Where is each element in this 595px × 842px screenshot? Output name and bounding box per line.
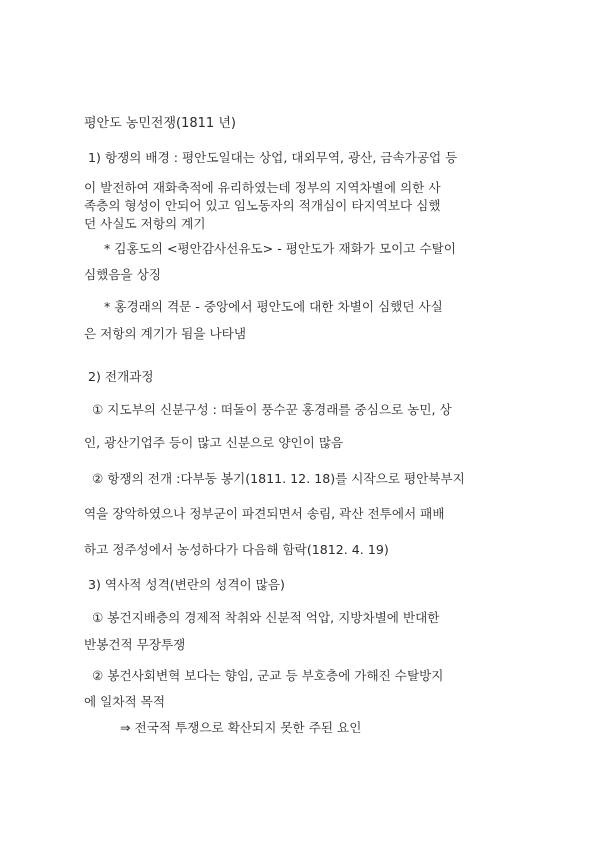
section-1-body-line: 던 사실도 저항의 계기: [84, 216, 206, 231]
section-2-item-2-line: ② 항쟁의 전개 :다부동 봉기(1811. 12. 18)를 시작으로 평안북부지: [92, 471, 465, 486]
section-3-item-2-line: ② 봉건사회변혁 보다는 향임, 군교 등 부호층에 가해진 수탈방지: [92, 668, 444, 683]
section-1-body-line: 족층의 형성이 안되어 있고 임노동자의 적개심이 타지역보다 심했: [84, 198, 441, 213]
section-2-heading: 2) 전개과정: [88, 369, 154, 384]
section-3-item-1-line: 반봉건적 무장투쟁: [84, 637, 186, 652]
note-2-line: * 홍경래의 격문 - 중앙에서 평안도에 대한 차별이 심했던 사실: [104, 299, 443, 314]
section-2-item-2-line: 역을 장악하였으나 정부군이 파견되면서 송림, 곽산 전투에서 패배: [84, 506, 445, 521]
section-3-conclusion: ⇒ 전국적 투쟁으로 확산되지 못한 주된 요인: [120, 720, 362, 735]
note-1-line: 심했음을 상징: [84, 267, 161, 282]
section-2-item-1-line: 인, 광산기업주 등이 많고 신분으로 양인이 많음: [84, 435, 344, 450]
note-1-line: * 김홍도의 <평안감사선유도> - 평안도가 재화가 모이고 수탈이: [104, 241, 456, 256]
section-3-heading: 3) 역사적 성격(변란의 성격이 많음): [88, 577, 285, 592]
section-1-body-line: 이 발전하여 재화축적에 유리하였는데 정부의 지역차별에 의한 사: [84, 180, 441, 195]
section-2-item-2-line: 하고 정주성에서 농성하다가 다음해 함락(1812. 4. 19): [84, 542, 389, 557]
section-3-item-1-line: ① 봉건지배층의 경제적 착취와 신분적 억압, 지방차별에 반대한: [92, 610, 440, 625]
document-title: 평안도 농민전쟁(1811 년): [84, 116, 236, 131]
section-2-item-1-line: ① 지도부의 신분구성 : 떠돌이 풍수꾼 홍경래를 중심으로 농민, 상: [92, 402, 452, 417]
section-3-item-2-line: 에 일차적 목적: [84, 694, 165, 709]
section-1-heading: 1) 항쟁의 배경 : 평안도일대는 상업, 대외무역, 광산, 금속가공업 등: [88, 150, 458, 165]
note-2-line: 은 저항의 계기가 됨을 나타냄: [84, 326, 246, 341]
